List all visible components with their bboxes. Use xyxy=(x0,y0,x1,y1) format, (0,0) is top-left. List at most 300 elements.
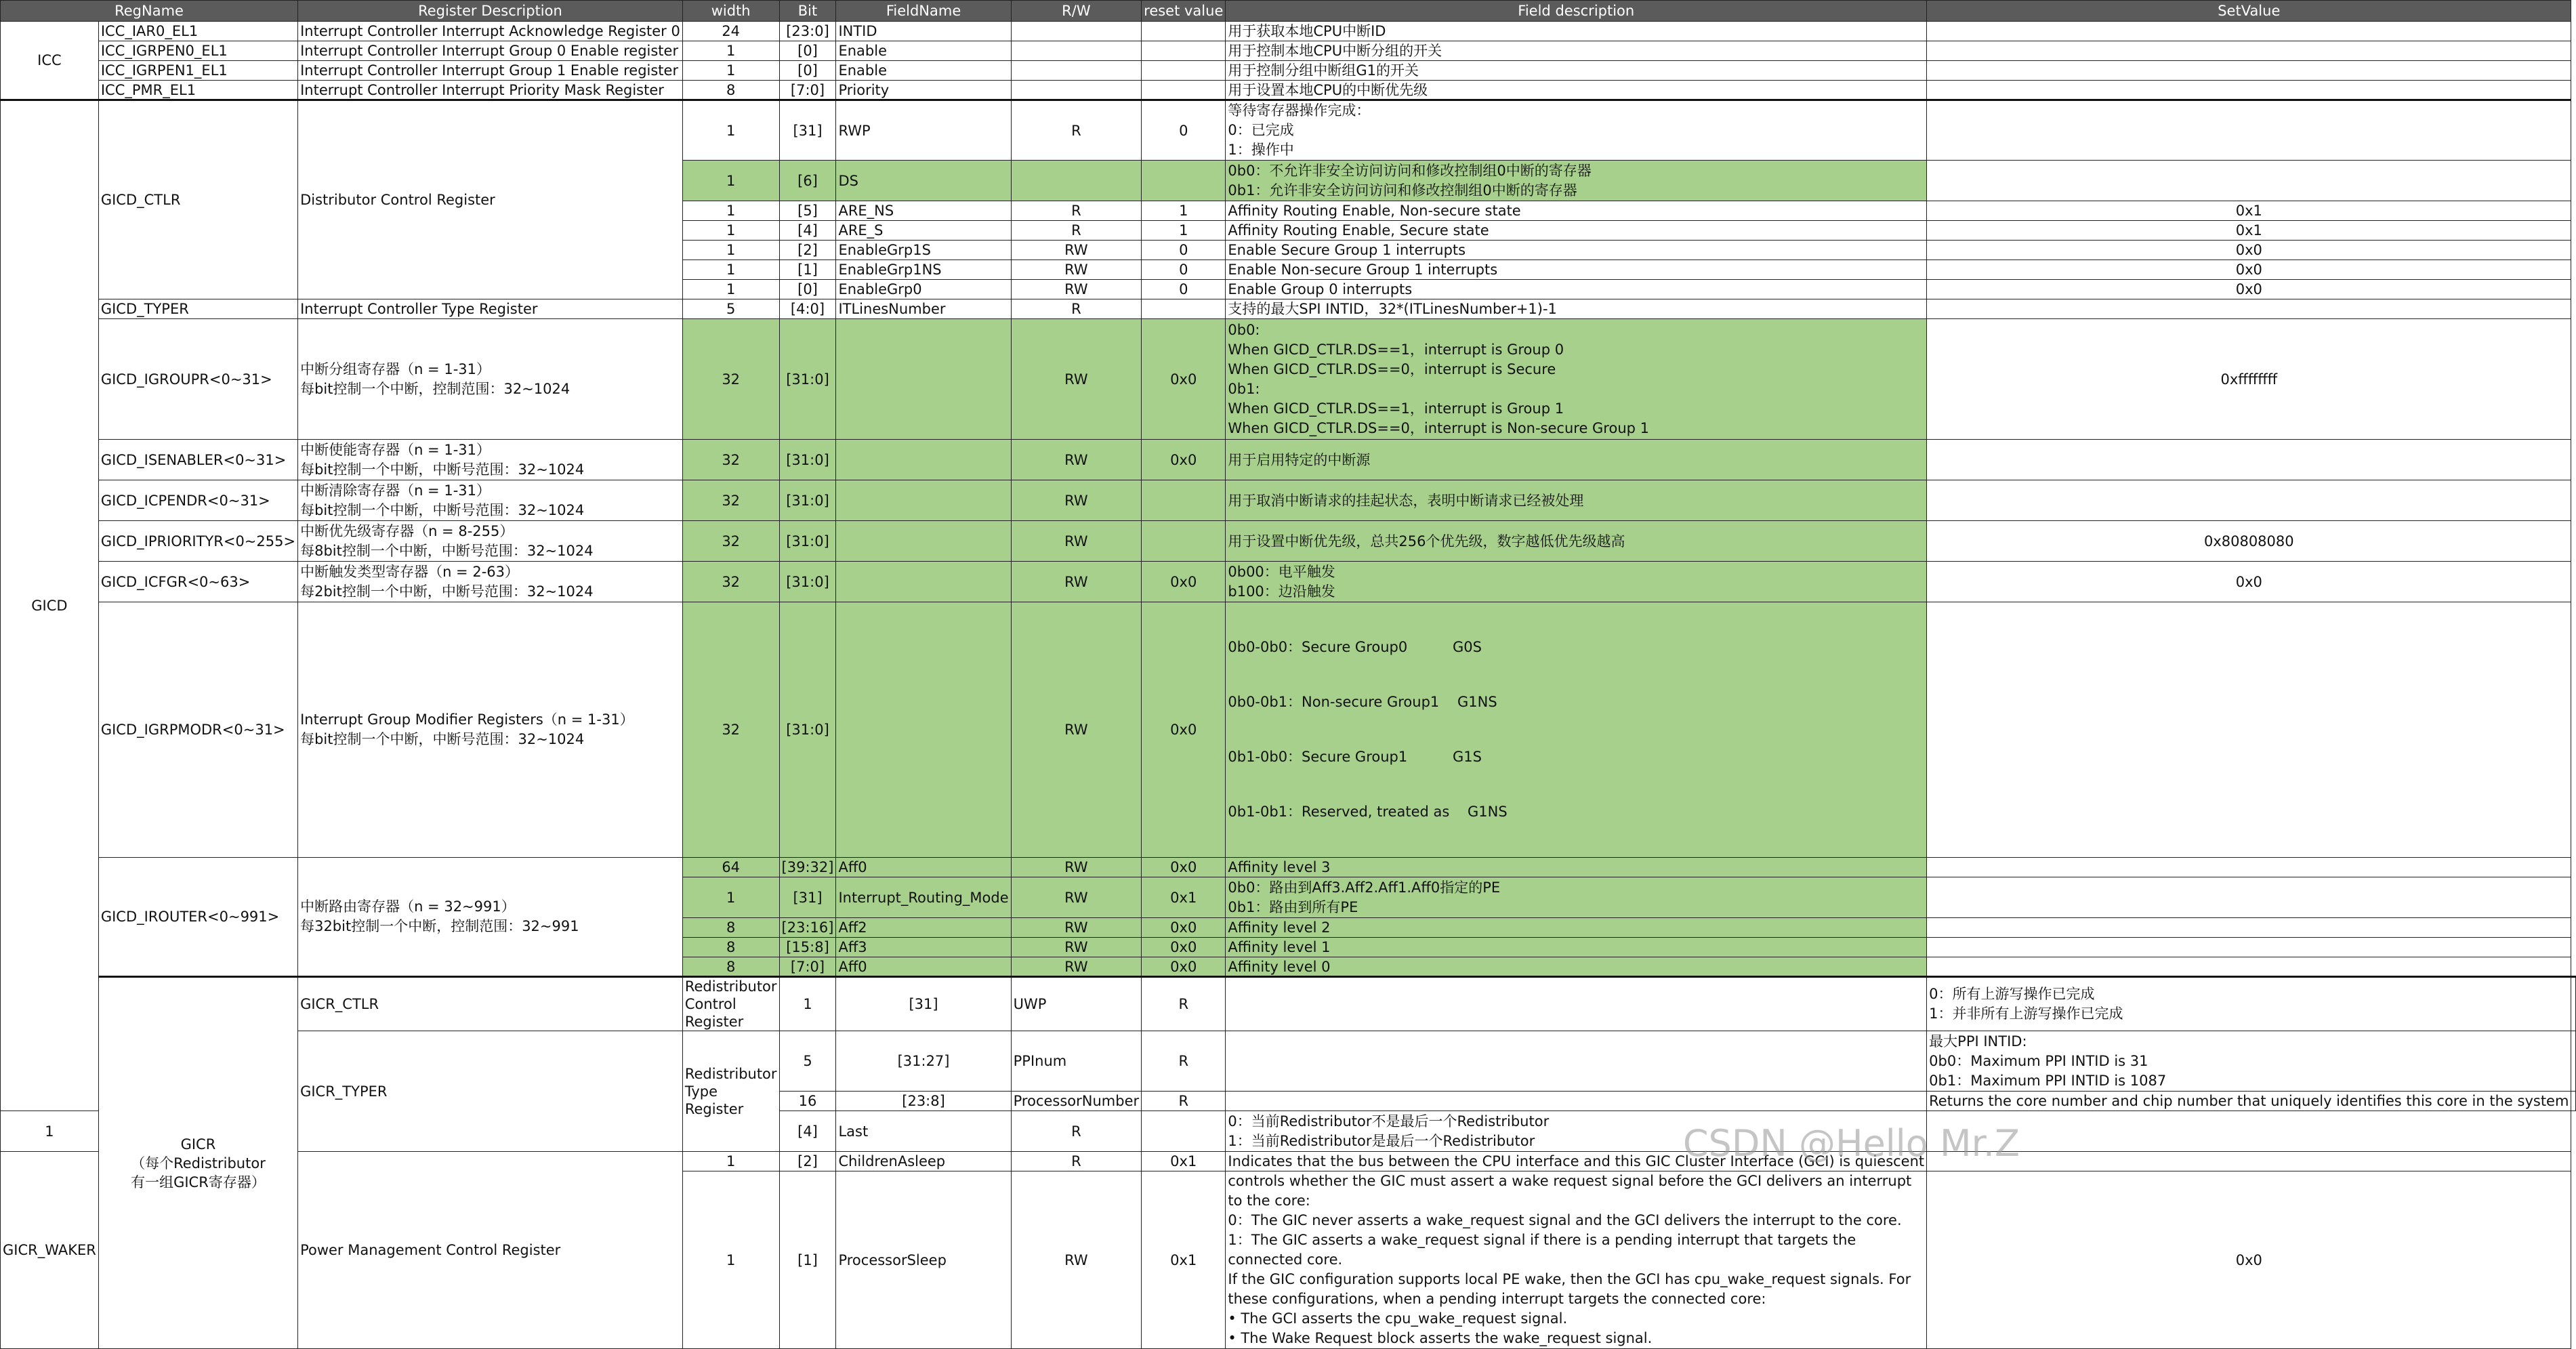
field-description-line: 0b1：Maximum PPI INTID is 1087 xyxy=(1929,1072,2167,1089)
field-name: Last xyxy=(836,1111,1011,1152)
rw-cell: RW xyxy=(1011,241,1142,260)
field-description: Enable Group 0 interrupts xyxy=(1226,280,1927,299)
reg-name: GICD_IPRIORITYR<0~255> xyxy=(98,521,297,562)
bit-cell: [31:0] xyxy=(779,562,836,602)
width-cell: 24 xyxy=(682,22,779,41)
set-value xyxy=(1927,602,2571,858)
reset-cell xyxy=(1142,41,1226,61)
bit-cell: [5] xyxy=(779,201,836,221)
reg-description-line: 中断触发类型寄存器（n = 2-63） xyxy=(300,563,519,580)
field-name: ARE_S xyxy=(836,221,1011,241)
reset-cell: 0x0 xyxy=(1142,602,1226,858)
set-value: 0x0 xyxy=(1927,241,2571,260)
rw-cell: R xyxy=(1011,221,1142,241)
field-description: Affinity level 3 xyxy=(1226,858,1927,877)
field-name: ChildrenAsleep xyxy=(836,1152,1011,1171)
reg-description-line: 每2bit控制一个中断，中断号范围：32~1024 xyxy=(300,583,594,600)
field-description-line: 1：操作中 xyxy=(1228,142,1294,158)
field-description-line: 最大PPI INTID: xyxy=(1929,1033,2027,1050)
field-description xyxy=(1226,562,1927,602)
field-description: Affinity Routing Enable, Non-secure state xyxy=(1226,201,1927,221)
col-setvalue[interactable]: SetValue xyxy=(1927,1,2571,22)
col-regname[interactable]: RegName xyxy=(1,1,298,22)
field-name xyxy=(836,521,1011,562)
bit-cell: [31:27] xyxy=(836,1031,1011,1092)
rw-cell: R xyxy=(1142,1092,1226,1111)
reg-description: Interrupt Controller Interrupt Group 0 Enable register xyxy=(298,41,683,61)
rw-cell xyxy=(1011,22,1142,41)
bit-cell: [7:0] xyxy=(779,81,836,100)
width-cell: 32 xyxy=(682,480,779,521)
set-value: 0x0 xyxy=(1927,260,2571,280)
field-name: Aff3 xyxy=(836,938,1011,957)
reset-cell: 0x0 xyxy=(1142,562,1226,602)
field-name: Enable xyxy=(836,61,1011,81)
reset-cell xyxy=(1142,61,1226,81)
field-name: ARE_NS xyxy=(836,201,1011,221)
rw-cell: R xyxy=(1011,201,1142,221)
bit-cell: [23:0] xyxy=(779,22,836,41)
col-width[interactable]: width xyxy=(682,1,779,22)
field-description-line: 0b0-0b1：Non-secure Group1 G1NS xyxy=(1228,694,1497,710)
field-description: 用于启用特定的中断源 xyxy=(1226,440,1927,480)
reset-cell xyxy=(1226,977,1927,1031)
col-field-description[interactable]: Field description xyxy=(1226,1,1927,22)
reg-description xyxy=(298,521,683,562)
field-description-line: 0b0：Maximum PPI INTID is 31 xyxy=(1929,1052,2148,1069)
field-description xyxy=(1226,100,1927,161)
header-row xyxy=(1,1,2576,22)
field-description-line: 0b0-0b0：Secure Group0 G0S xyxy=(1228,639,1482,655)
field-name xyxy=(836,562,1011,602)
table-row xyxy=(1,858,2576,877)
set-value xyxy=(1927,918,2571,938)
set-value: 0xffffffff xyxy=(1927,319,2571,440)
bit-cell: [31] xyxy=(779,877,836,918)
field-description-line: 0：当前Redistributor不是最后一个Redistributor xyxy=(1228,1113,1550,1129)
reset-cell: 0x1 xyxy=(1142,877,1226,918)
reset-cell: 0 xyxy=(1142,260,1226,280)
field-description: 用于设置中断优先级，总共256个优先级，数字越低优先级越高 xyxy=(1226,521,1927,562)
reset-cell: 0 xyxy=(1142,280,1226,299)
field-description-line: 0b1-0b0：Secure Group1 G1S xyxy=(1228,749,1482,765)
width-cell: 1 xyxy=(682,201,779,221)
table-row xyxy=(1,41,2576,61)
group-gicd: GICD xyxy=(1,100,99,1111)
field-name: Aff0 xyxy=(836,858,1011,877)
group-gicr-line: 有一组GICR寄存器） xyxy=(131,1174,266,1190)
bit-cell: [31:0] xyxy=(779,440,836,480)
rw-cell: RW xyxy=(1011,280,1142,299)
reset-cell: 0x0 xyxy=(1142,957,1226,977)
rw-cell: RW xyxy=(1011,918,1142,938)
field-description-line: • The GCI asserts the cpu_wake_request signal. xyxy=(1228,1310,1568,1327)
bit-cell: [2] xyxy=(779,1152,836,1171)
field-name: UWP xyxy=(1011,977,1142,1031)
field-name: INTID xyxy=(836,22,1011,41)
rw-cell: RW xyxy=(1011,480,1142,521)
rw-cell xyxy=(1011,161,1142,201)
rw-cell: RW xyxy=(1011,602,1142,858)
field-description-line: b100：边沿触发 xyxy=(1228,583,1335,600)
field-description-line: 0b0：不允许非安全访问访问和修改控制组0中断的寄存器 xyxy=(1228,162,1592,179)
field-name: Aff0 xyxy=(836,957,1011,977)
field-description: Indicates that the bus between the CPU interface and this GIC Cluster Interface (GCI) is quiescent xyxy=(1226,1152,1927,1171)
reg-name: ICC_IGRPEN1_EL1 xyxy=(98,61,297,81)
reg-description xyxy=(298,319,683,440)
field-name: ProcessorNumber xyxy=(1011,1092,1142,1111)
field-description-line: 0b00：电平触发 xyxy=(1228,563,1335,580)
reset-cell: 1 xyxy=(1142,201,1226,221)
width-cell: 1 xyxy=(682,1171,779,1349)
rw-cell: RW xyxy=(1011,319,1142,440)
set-value xyxy=(1927,299,2571,319)
reset-cell: 0x0 xyxy=(1142,938,1226,957)
field-description: 用于控制本地CPU中断分组的开关 xyxy=(1226,41,1927,61)
reg-description: Redistributor Type Register xyxy=(682,1031,779,1152)
table-row xyxy=(1,440,2576,480)
width-cell: 32 xyxy=(682,602,779,858)
set-value xyxy=(1927,1152,2571,1171)
width-cell: 32 xyxy=(682,319,779,440)
table-row xyxy=(1,61,2576,81)
width-cell: 5 xyxy=(682,299,779,319)
set-value: 0x1 xyxy=(1927,221,2571,241)
reg-description: Interrupt Controller Interrupt Group 1 Enable register xyxy=(298,61,683,81)
set-value: 0x0 xyxy=(1927,280,2571,299)
reset-cell xyxy=(1142,480,1226,521)
reg-description: Interrupt Controller Interrupt Acknowledge Register 0 xyxy=(298,22,683,41)
rw-cell: R xyxy=(1142,977,1226,1031)
reset-cell xyxy=(1226,1031,1927,1092)
reg-description: Redistributor Control Register xyxy=(682,977,779,1031)
reg-description-line: 每8bit控制一个中断，中断号范围：32~1024 xyxy=(300,542,594,559)
bit-cell: [4] xyxy=(779,221,836,241)
width-cell: 16 xyxy=(779,1092,836,1111)
field-description xyxy=(1226,1171,1927,1349)
field-name: EnableGrp0 xyxy=(836,280,1011,299)
reg-description-line: 每bit控制一个中断，中断号范围：32~1024 xyxy=(300,501,585,518)
reset-cell: 0 xyxy=(1142,100,1226,161)
field-description-line: If the GIC configuration supports local PE wake, then the GCI has cpu_wake_request signals. For these configurations, when a pending interrupt targets the connected core: xyxy=(1228,1271,1911,1307)
table-row xyxy=(1,299,2576,319)
field-name: Enable xyxy=(836,41,1011,61)
set-value xyxy=(1927,41,2571,61)
width-cell: 32 xyxy=(682,562,779,602)
width-cell: 8 xyxy=(682,957,779,977)
rw-cell: RW xyxy=(1011,440,1142,480)
reg-description-line: 每32bit控制一个中断，控制范围：32~991 xyxy=(300,918,579,934)
field-description-line: 1：The GIC asserts a wake_request signal if there is a pending interrupt that targets the connected core. xyxy=(1228,1232,1856,1268)
reg-name: GICD_IROUTER<0~991> xyxy=(98,858,297,977)
rw-cell: R xyxy=(1011,1111,1142,1152)
field-description-line: 1：当前Redistributor是最后一个Redistributor xyxy=(1228,1132,1535,1149)
set-value: 0x1 xyxy=(1927,201,2571,221)
bit-cell: [39:32] xyxy=(779,858,836,877)
reset-cell: 0 xyxy=(1142,241,1226,260)
width-cell: 1 xyxy=(682,280,779,299)
field-description: 用于设置本地CPU的中断优先级 xyxy=(1226,81,1927,100)
reg-description xyxy=(298,858,683,977)
field-description-line: controls whether the GIC must assert a wake request signal before the GCI delivers an interrupt to the core: xyxy=(1228,1173,1912,1209)
rw-cell: R xyxy=(1011,299,1142,319)
reg-name: GICR_WAKER xyxy=(1,1152,99,1349)
table-row xyxy=(1,100,2576,161)
table-row xyxy=(1,1152,2576,1171)
bit-cell: [23:16] xyxy=(779,918,836,938)
reg-description xyxy=(298,562,683,602)
reg-description-line: 每bit控制一个中断，中断号范围：32~1024 xyxy=(300,731,585,747)
field-description: 用于获取本地CPU中断ID xyxy=(1226,22,1927,41)
reg-name: ICC_IGRPEN0_EL1 xyxy=(98,41,297,61)
reg-description: Power Management Control Register xyxy=(298,1152,683,1349)
field-description: Affinity level 1 xyxy=(1226,938,1927,957)
width-cell: 5 xyxy=(779,1031,836,1092)
bit-cell: [15:8] xyxy=(779,938,836,957)
reg-description xyxy=(298,602,683,858)
field-description-line: When GICD_CTLR.DS==1，interrupt is Group 1 xyxy=(1228,400,1564,417)
field-description: Affinity Routing Enable, Secure state xyxy=(1226,221,1927,241)
field-description-line: 0b1：允许非安全访问访问和修改控制组0中断的寄存器 xyxy=(1228,182,1577,199)
bit-cell: [31:0] xyxy=(779,319,836,440)
reg-description-line: 每bit控制一个中断，控制范围：32~1024 xyxy=(300,380,570,397)
group-gicr-line: GICR xyxy=(180,1136,216,1153)
set-value: 0x0 xyxy=(1927,562,2571,602)
reg-name: GICR_CTLR xyxy=(298,977,683,1031)
reset-cell xyxy=(1142,22,1226,41)
bit-cell: [2] xyxy=(779,241,836,260)
bit-cell: [31:0] xyxy=(779,602,836,858)
reg-description-line: 中断清除寄存器（n = 1-31） xyxy=(300,482,491,499)
field-description xyxy=(1226,319,1927,440)
reg-description: Interrupt Controller Interrupt Priority Mask Register xyxy=(298,81,683,100)
bit-cell: [4:0] xyxy=(779,299,836,319)
bit-cell: [0] xyxy=(779,41,836,61)
field-name: Interrupt_Routing_Mode xyxy=(836,877,1011,918)
field-description-line: 0b0：路由到Aff3.Aff2.Aff1.Aff0指定的PE xyxy=(1228,879,1501,896)
width-cell: 1 xyxy=(682,161,779,201)
bit-cell: [31:0] xyxy=(779,521,836,562)
set-value xyxy=(1927,81,2571,100)
reg-name: GICD_TYPER xyxy=(98,299,297,319)
reg-name: ICC_PMR_EL1 xyxy=(98,81,297,100)
table-row xyxy=(1,521,2576,562)
set-value xyxy=(1927,61,2571,81)
reg-description: Interrupt Controller Type Register xyxy=(298,299,683,319)
col-bit[interactable]: Bit xyxy=(779,1,836,22)
set-value xyxy=(1927,440,2571,480)
width-cell: 1 xyxy=(779,977,836,1031)
reset-cell xyxy=(1142,299,1226,319)
field-description-line: • The Wake Request block asserts the wake_request signal. xyxy=(1228,1330,1653,1346)
bit-cell: [7:0] xyxy=(779,957,836,977)
width-cell: 8 xyxy=(682,918,779,938)
width-cell: 1 xyxy=(682,61,779,81)
bit-cell: [0] xyxy=(779,61,836,81)
width-cell: 1 xyxy=(682,241,779,260)
bit-cell: [4] xyxy=(779,1111,836,1152)
group-gicr-line: （每个Redistributor xyxy=(131,1155,266,1171)
field-name: PPInum xyxy=(1011,1031,1142,1092)
field-description-line: 1：并非所有上游写操作已完成 xyxy=(1929,1005,2123,1022)
set-value: 0x0 xyxy=(1927,1171,2571,1349)
watermark: CSDN @Hello Mr.Z xyxy=(1682,1122,2020,1165)
width-cell: 1 xyxy=(1,1111,99,1152)
table-row xyxy=(1,1031,2576,1092)
set-value xyxy=(2571,977,2576,1031)
reg-description xyxy=(298,480,683,521)
field-description-line: When GICD_CTLR.DS==0，interrupt is Secure xyxy=(1228,360,1556,377)
field-description: Affinity level 0 xyxy=(1226,957,1927,977)
field-name: ProcessorSleep xyxy=(836,1171,1011,1349)
width-cell: 1 xyxy=(682,221,779,241)
table-row xyxy=(1,480,2576,521)
set-value xyxy=(2571,1092,2576,1111)
width-cell: 1 xyxy=(682,1152,779,1171)
set-value xyxy=(1927,480,2571,521)
bit-cell: [23:8] xyxy=(836,1092,1011,1111)
table-row xyxy=(1,602,2576,858)
reg-name: ICC_IAR0_EL1 xyxy=(98,22,297,41)
field-description-line: 0b0: xyxy=(1228,321,1260,338)
set-value xyxy=(1927,1111,2571,1152)
field-name xyxy=(836,602,1011,858)
field-name: EnableGrp1S xyxy=(836,241,1011,260)
field-description: 支持的最大SPI INTID，32*(ITLinesNumber+1)-1 xyxy=(1226,299,1927,319)
reg-description xyxy=(298,440,683,480)
col-rw[interactable]: R/W xyxy=(1011,1,1142,22)
field-description xyxy=(1226,161,1927,201)
set-value: 0x80808080 xyxy=(1927,521,2571,562)
rw-cell: R xyxy=(1011,100,1142,161)
bit-cell: [31:0] xyxy=(779,480,836,521)
col-reset-value[interactable]: reset value xyxy=(1142,1,1226,22)
reset-cell xyxy=(1142,161,1226,201)
bit-cell: [0] xyxy=(779,280,836,299)
set-value xyxy=(1927,957,2571,977)
reg-name: GICD_ICFGR<0~63> xyxy=(98,562,297,602)
reset-cell xyxy=(1142,1111,1226,1152)
field-description-line: 0b1：路由到所有PE xyxy=(1228,898,1358,915)
field-description-line: 0b1: xyxy=(1228,380,1260,397)
field-description: Enable Non-secure Group 1 interrupts xyxy=(1226,260,1927,280)
rw-cell: RW xyxy=(1011,858,1142,877)
table-row xyxy=(1,81,2576,100)
reset-cell: 1 xyxy=(1142,221,1226,241)
table-row xyxy=(1,562,2576,602)
field-name: RWP xyxy=(836,100,1011,161)
rw-cell xyxy=(1011,41,1142,61)
bit-cell: [1] xyxy=(779,1171,836,1349)
rw-cell: R xyxy=(1142,1031,1226,1092)
field-name xyxy=(836,440,1011,480)
reset-cell: 0x1 xyxy=(1142,1152,1226,1171)
bit-cell: [31] xyxy=(779,100,836,161)
set-value xyxy=(1927,161,2571,201)
rw-cell: R xyxy=(1011,1152,1142,1171)
rw-cell xyxy=(1011,81,1142,100)
rw-cell: RW xyxy=(1011,1171,1142,1349)
reset-cell: 0x0 xyxy=(1142,918,1226,938)
width-cell: 1 xyxy=(682,41,779,61)
group-icc: ICC xyxy=(1,22,99,100)
table-row xyxy=(1,977,2576,1031)
reset-cell: 0x1 xyxy=(1142,1171,1226,1349)
field-description-line: 0：已完成 xyxy=(1228,122,1294,138)
table-row xyxy=(1,319,2576,440)
reset-cell: 0x0 xyxy=(1142,319,1226,440)
reg-name: GICR_TYPER xyxy=(298,1031,683,1152)
width-cell: 8 xyxy=(682,81,779,100)
table-row xyxy=(1,22,2576,41)
rw-cell: RW xyxy=(1011,521,1142,562)
field-description: 用于控制分组中断组G1的开关 xyxy=(1226,61,1927,81)
rw-cell: RW xyxy=(1011,562,1142,602)
field-description-line: 0：所有上游写操作已完成 xyxy=(1929,986,2095,1002)
bit-cell: [6] xyxy=(779,161,836,201)
reset-cell xyxy=(1226,1092,1927,1111)
field-description-line: 0：The GIC never asserts a wake_request signal and the GCI delivers the interrupt to the core. xyxy=(1228,1212,1902,1228)
set-value xyxy=(1927,877,2571,918)
reset-cell xyxy=(1142,81,1226,100)
width-cell: 1 xyxy=(682,260,779,280)
field-description-line: 等待寄存器操作完成： xyxy=(1228,102,1371,119)
reg-name: GICD_ISENABLER<0~31> xyxy=(98,440,297,480)
width-cell: 32 xyxy=(682,521,779,562)
field-name: ITLinesNumber xyxy=(836,299,1011,319)
reg-name: GICD_CTLR xyxy=(98,100,297,299)
field-name: Aff2 xyxy=(836,918,1011,938)
reg-description-line: 中断分组寄存器（n = 1-31） xyxy=(300,360,491,377)
field-description: 用于取消中断请求的挂起状态，表明中断请求已经被处理 xyxy=(1226,480,1927,521)
width-cell: 32 xyxy=(682,440,779,480)
width-cell: 64 xyxy=(682,858,779,877)
reg-name: GICD_IGRPMODR<0~31> xyxy=(98,602,297,858)
set-value xyxy=(1927,22,2571,41)
field-description: Returns the core number and chip number that uniquely identifies this core in the system xyxy=(1927,1092,2571,1111)
bit-cell: [1] xyxy=(779,260,836,280)
rw-cell: RW xyxy=(1011,260,1142,280)
reg-description: Distributor Control Register xyxy=(298,100,683,299)
field-description-line: 0b1-0b1：Reserved, treated as G1NS xyxy=(1228,804,1508,820)
set-value xyxy=(1927,100,2571,161)
reset-cell xyxy=(1142,521,1226,562)
set-value xyxy=(1927,858,2571,877)
field-description xyxy=(1927,1031,2571,1092)
field-name: Priority xyxy=(836,81,1011,100)
width-cell: 1 xyxy=(682,100,779,161)
rw-cell xyxy=(1011,61,1142,81)
field-description: Affinity level 2 xyxy=(1226,918,1927,938)
reg-description-line: 每bit控制一个中断，中断号范围：32~1024 xyxy=(300,461,585,478)
bit-cell: [31] xyxy=(836,977,1011,1031)
width-cell: 8 xyxy=(682,938,779,957)
field-name xyxy=(836,319,1011,440)
field-name: EnableGrp1NS xyxy=(836,260,1011,280)
width-cell: 1 xyxy=(682,877,779,918)
field-description xyxy=(1927,977,2571,1031)
group-gicr xyxy=(98,977,297,1349)
rw-cell: RW xyxy=(1011,938,1142,957)
rw-cell: RW xyxy=(1011,957,1142,977)
field-description-line: When GICD_CTLR.DS==1，interrupt is Group 0 xyxy=(1228,341,1564,358)
reg-name: GICD_IGROUPR<0~31> xyxy=(98,319,297,440)
col-register-description[interactable]: Register Description xyxy=(298,1,683,22)
field-description-line: When GICD_CTLR.DS==0，interrupt is Non-secure Group 1 xyxy=(1228,419,1650,436)
col-fieldname[interactable]: FieldName xyxy=(836,1,1011,22)
reg-description-line: Interrupt Group Modifier Registers（n = 1-31） xyxy=(300,711,634,728)
reg-name: GICD_ICPENDR<0~31> xyxy=(98,480,297,521)
